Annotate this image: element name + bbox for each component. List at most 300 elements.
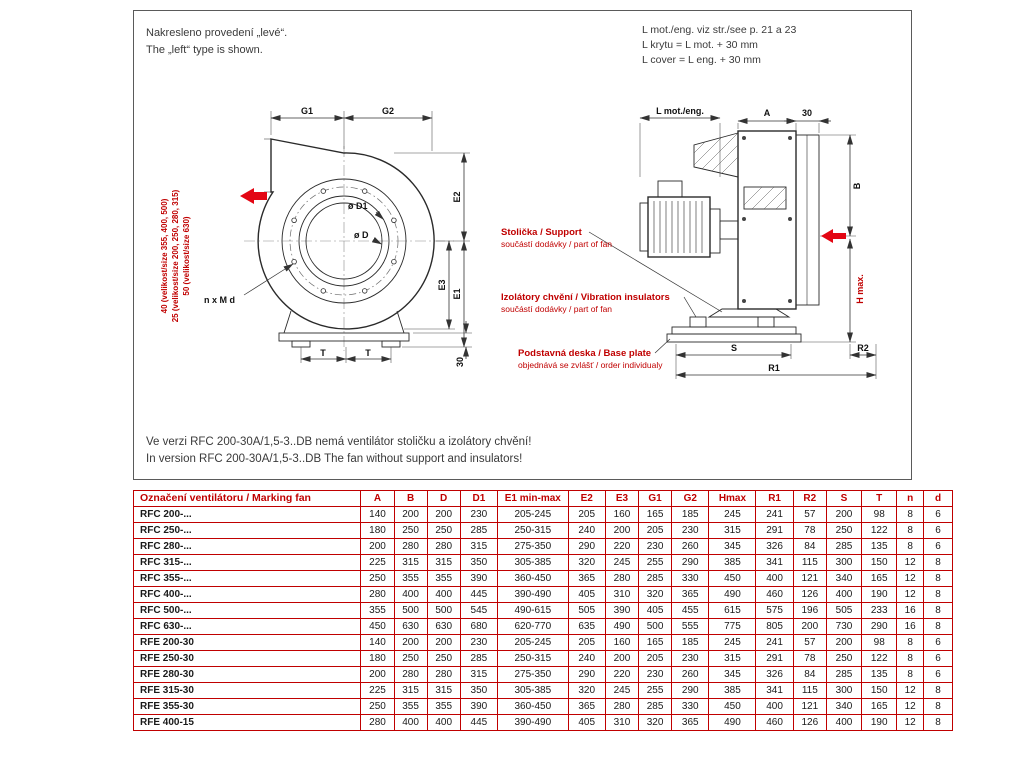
table-row <box>134 619 953 635</box>
dimension-value: 260 <box>672 667 709 683</box>
fan-model-label: RFE 200-30 <box>134 635 361 651</box>
dimension-value: 280 <box>361 587 394 603</box>
center-lines <box>244 146 454 351</box>
dimension-value: 326 <box>756 667 793 683</box>
base-plate-top <box>672 327 796 334</box>
dimension-value: 200 <box>394 635 427 651</box>
motor-shaft <box>720 221 738 239</box>
inlet-cover <box>796 135 819 305</box>
dimension-value: 250 <box>394 651 427 667</box>
dimension-value: 310 <box>605 715 638 731</box>
dimension-value: 505 <box>568 603 605 619</box>
fan-front-view <box>160 106 472 367</box>
dimension-value: 241 <box>756 635 793 651</box>
dimension-value: 365 <box>568 571 605 587</box>
version-warning-cz: Ve verzi RFC 200-30A/1,5-3..DB nemá ventilátor stoličku a izolátory chvění! <box>146 436 532 448</box>
dimension-value: 405 <box>568 587 605 603</box>
dimension-value: 365 <box>568 699 605 715</box>
dimension-value: 8 <box>897 635 924 651</box>
dim-e3: E3 <box>437 279 447 291</box>
dimension-value: 12 <box>897 683 924 699</box>
dimension-value: 200 <box>394 507 427 523</box>
column-header-a: A <box>361 491 394 507</box>
dimension-value: 490 <box>709 715 756 731</box>
dimension-value: 240 <box>568 523 605 539</box>
dimension-value: 630 <box>394 619 427 635</box>
dimension-value: 355 <box>394 571 427 587</box>
dimension-value: 200 <box>427 507 460 523</box>
side-annotations <box>501 227 722 370</box>
dimension-value: 220 <box>605 539 638 555</box>
dimension-value: 355 <box>394 699 427 715</box>
table-row <box>134 651 953 667</box>
fan-model-label: RFC 400-... <box>134 587 361 603</box>
size-note-25: 25 (velikost/size 200, 250, 280, 315) <box>171 189 180 323</box>
size-notes <box>160 189 191 322</box>
dimension-value: 200 <box>427 635 460 651</box>
dimension-value: 280 <box>394 539 427 555</box>
dimension-value: 115 <box>793 683 826 699</box>
table-row <box>134 523 953 539</box>
dimension-value: 635 <box>568 619 605 635</box>
motor-mount-plate <box>744 187 786 209</box>
dimension-value: 250 <box>427 523 460 539</box>
dimension-value: 285 <box>639 699 672 715</box>
dim-a: A <box>763 108 771 118</box>
airflow-arrow-side <box>821 229 846 243</box>
dimension-value: 233 <box>862 603 897 619</box>
volute-housing <box>258 139 434 329</box>
column-header-d: D <box>427 491 460 507</box>
dimension-value: 341 <box>756 683 793 699</box>
dimension-value: 615 <box>709 603 756 619</box>
dimension-value: 450 <box>709 699 756 715</box>
column-header-g2: G2 <box>672 491 709 507</box>
dimension-value: 115 <box>793 555 826 571</box>
dimension-value: 57 <box>793 635 826 651</box>
dimension-value: 185 <box>672 507 709 523</box>
dimension-value: 180 <box>361 523 394 539</box>
dimension-value: 78 <box>793 523 826 539</box>
column-header-d1: D1 <box>460 491 497 507</box>
bolt-pattern-leader <box>244 264 293 295</box>
dim-g2: G2 <box>381 106 395 116</box>
dimension-value: 8 <box>897 539 924 555</box>
dim-g1: G1 <box>300 106 314 116</box>
dimension-value: 6 <box>924 507 953 523</box>
dimension-value: 280 <box>605 699 638 715</box>
dimension-value: 8 <box>924 571 953 587</box>
dimension-value: 400 <box>394 587 427 603</box>
dimension-value: 505 <box>826 603 861 619</box>
dimension-value: 450 <box>361 619 394 635</box>
dimension-value: 205 <box>639 651 672 667</box>
base-plate-bottom <box>667 334 801 342</box>
column-header-r1: R1 <box>756 491 793 507</box>
dimension-value: 205 <box>639 523 672 539</box>
dimension-value: 340 <box>826 699 861 715</box>
note-drawn-type <box>146 25 287 59</box>
dimension-value: 250 <box>361 699 394 715</box>
fan-model-label: RFE 280-30 <box>134 667 361 683</box>
dimension-value: 200 <box>361 539 394 555</box>
table-row <box>134 539 953 555</box>
dimension-value: 280 <box>427 667 460 683</box>
marking-fan-header: Označení ventilátoru / Marking fan <box>134 491 361 507</box>
dimension-value: 400 <box>756 571 793 587</box>
dimension-value: 360-450 <box>498 699 568 715</box>
table-row <box>134 667 953 683</box>
fan-model-label: RFE 355-30 <box>134 699 361 715</box>
dimension-value: 165 <box>639 507 672 523</box>
side-dimensions <box>640 106 876 379</box>
dimension-value: 315 <box>709 651 756 667</box>
drawing-panel <box>133 10 912 480</box>
note-drawn-type-cz: Nakresleno provedení „levé“. <box>146 27 288 39</box>
dimension-value: 400 <box>427 587 460 603</box>
dimension-value: 320 <box>568 683 605 699</box>
dimension-value: 245 <box>709 507 756 523</box>
size-note-40: 40 (velikost/size 355, 400, 500) <box>160 198 169 314</box>
dimension-value: 400 <box>826 715 861 731</box>
dimension-value: 98 <box>862 507 897 523</box>
housing-side <box>738 131 796 309</box>
dimension-value: 500 <box>639 619 672 635</box>
dimension-value: 490 <box>709 587 756 603</box>
note-drawn-type-en: The „left“ type is shown. <box>146 44 263 56</box>
dimension-value: 6 <box>924 635 953 651</box>
dimension-value: 405 <box>639 603 672 619</box>
motor-fan-cover <box>640 203 648 251</box>
dimension-value: 280 <box>361 715 394 731</box>
base-plate-annotation-title: Podstavná deska / Base plate <box>518 348 652 359</box>
dim-t-left: T <box>320 348 326 358</box>
column-header-e2: E2 <box>568 491 605 507</box>
dimension-value: 400 <box>394 715 427 731</box>
diameter-d1-label: ø D1 <box>348 201 368 211</box>
table-row <box>134 555 953 571</box>
dimension-value: 490-615 <box>498 603 568 619</box>
dimension-value: 78 <box>793 651 826 667</box>
table-row <box>134 699 953 715</box>
dimension-value: 200 <box>605 523 638 539</box>
dimension-value: 545 <box>460 603 497 619</box>
dimension-value: 8 <box>924 699 953 715</box>
dimension-value: 200 <box>793 619 826 635</box>
dimension-value: 300 <box>826 555 861 571</box>
dimension-value: 200 <box>826 507 861 523</box>
dimension-value: 12 <box>897 555 924 571</box>
dimension-value: 122 <box>862 523 897 539</box>
dimension-value: 320 <box>639 715 672 731</box>
dimension-value: 400 <box>427 715 460 731</box>
table-row <box>134 635 953 651</box>
dimension-value: 230 <box>672 523 709 539</box>
dimension-value: 390 <box>460 699 497 715</box>
dimension-value: 315 <box>427 555 460 571</box>
dimension-value: 460 <box>756 715 793 731</box>
column-header-t: T <box>862 491 897 507</box>
dimension-value: 140 <box>361 507 394 523</box>
insulators-annotation-subtitle: součástí dodávky / part of fan <box>501 304 613 314</box>
dimension-value: 405 <box>568 715 605 731</box>
dimension-value: 350 <box>460 555 497 571</box>
dimension-value: 290 <box>672 683 709 699</box>
bolt-pattern-label: n x M d <box>204 295 235 305</box>
dimension-value: 285 <box>460 651 497 667</box>
dimension-value: 8 <box>924 587 953 603</box>
dimension-value: 360-450 <box>498 571 568 587</box>
dimension-value: 121 <box>793 699 826 715</box>
note-motor-ref: L mot./eng. viz str./see p. 21 a 23 <box>642 24 797 36</box>
dimension-value: 385 <box>709 555 756 571</box>
dimension-value: 205 <box>568 635 605 651</box>
dimension-value: 185 <box>672 635 709 651</box>
dimension-value: 220 <box>605 667 638 683</box>
dimension-value: 260 <box>672 539 709 555</box>
cone-hatch <box>690 121 754 181</box>
dim-motor-length: L mot./eng. <box>656 106 704 116</box>
dimension-value: 135 <box>862 539 897 555</box>
motor-body <box>648 197 710 257</box>
dimension-value: 730 <box>826 619 861 635</box>
dimension-value: 205 <box>568 507 605 523</box>
note-cover-cz: L krytu = L mot. + 30 mm <box>642 39 758 51</box>
dimension-value: 500 <box>394 603 427 619</box>
dimension-value: 205-245 <box>498 507 568 523</box>
dimension-value: 12 <box>897 587 924 603</box>
table-row <box>134 571 953 587</box>
table-row <box>134 715 953 731</box>
dimension-value: 275-350 <box>498 667 568 683</box>
insulators-leader <box>684 297 696 317</box>
dimension-value: 12 <box>897 715 924 731</box>
dimension-value: 290 <box>672 555 709 571</box>
insulators-annotation-title: Izolátory chvění / Vibration insulators <box>501 292 670 303</box>
foot-right <box>382 341 400 347</box>
fan-model-label: RFC 355-... <box>134 571 361 587</box>
dimension-value: 245 <box>605 683 638 699</box>
dimension-value: 400 <box>756 699 793 715</box>
dimension-value: 340 <box>826 571 861 587</box>
dimension-value: 290 <box>568 539 605 555</box>
dimension-value: 390 <box>460 571 497 587</box>
dimension-value: 460 <box>756 587 793 603</box>
dimension-value: 126 <box>793 587 826 603</box>
dimension-value: 390-490 <box>498 715 568 731</box>
fan-table-body <box>134 507 953 731</box>
dimension-value: 150 <box>862 555 897 571</box>
note-motor-length <box>642 23 796 68</box>
fan-model-label: RFC 280-... <box>134 539 361 555</box>
dimension-value: 285 <box>826 539 861 555</box>
dimension-value: 8 <box>924 683 953 699</box>
dimension-value: 8 <box>897 523 924 539</box>
dimension-value: 315 <box>709 523 756 539</box>
dimension-value: 330 <box>672 571 709 587</box>
dimension-value: 241 <box>756 507 793 523</box>
dimension-value: 326 <box>756 539 793 555</box>
airflow-arrow-front <box>240 188 267 204</box>
dimension-value: 230 <box>460 635 497 651</box>
dim-hmax: H max. <box>855 274 865 304</box>
dimension-value: 196 <box>793 603 826 619</box>
dimension-value: 275-350 <box>498 539 568 555</box>
table-row <box>134 507 953 523</box>
dimension-value: 310 <box>605 587 638 603</box>
dimension-value: 165 <box>862 571 897 587</box>
dimension-value: 315 <box>427 683 460 699</box>
version-warning <box>146 434 531 468</box>
dimension-value: 12 <box>897 571 924 587</box>
dimension-value: 365 <box>672 587 709 603</box>
dimension-value: 84 <box>793 539 826 555</box>
dimension-value: 555 <box>672 619 709 635</box>
dimension-value: 315 <box>460 667 497 683</box>
dimension-value: 84 <box>793 667 826 683</box>
dimension-value: 320 <box>639 587 672 603</box>
dimension-value: 255 <box>639 555 672 571</box>
dimension-value: 200 <box>605 651 638 667</box>
dim-e1: E1 <box>452 288 462 300</box>
dimension-value: 365 <box>672 715 709 731</box>
size-note-50: 50 (velikost/size 630) <box>182 216 191 296</box>
dimension-value: 250 <box>826 651 861 667</box>
dim-r2: R2 <box>857 343 869 353</box>
support-stand <box>709 309 789 317</box>
dimension-value: 126 <box>793 715 826 731</box>
dimension-value: 98 <box>862 635 897 651</box>
dimension-value: 280 <box>427 539 460 555</box>
dimension-value: 200 <box>361 667 394 683</box>
technical-drawings <box>134 11 913 481</box>
dimension-value: 345 <box>709 667 756 683</box>
dimension-value: 16 <box>897 603 924 619</box>
dimension-value: 300 <box>826 683 861 699</box>
table-header-row <box>134 491 953 507</box>
dimension-value: 330 <box>672 699 709 715</box>
column-header-e1-min-max: E1 min-max <box>498 491 568 507</box>
dimension-value: 290 <box>568 667 605 683</box>
support-annotation-title: Stolička / Support <box>501 227 582 238</box>
dimension-value: 6 <box>924 539 953 555</box>
dimension-value: 680 <box>460 619 497 635</box>
dimension-value: 16 <box>897 619 924 635</box>
table-row <box>134 603 953 619</box>
base-plate-leader <box>655 339 670 353</box>
dimension-value: 230 <box>460 507 497 523</box>
dimension-value: 445 <box>460 715 497 731</box>
dimension-value: 160 <box>605 507 638 523</box>
column-header-r2: R2 <box>793 491 826 507</box>
dimension-value: 8 <box>924 603 953 619</box>
dimension-value: 57 <box>793 507 826 523</box>
fan-model-label: RFE 315-30 <box>134 683 361 699</box>
dimension-value: 775 <box>709 619 756 635</box>
dimension-value: 122 <box>862 651 897 667</box>
dimension-value: 250 <box>361 571 394 587</box>
dim-30: 30 <box>801 108 813 118</box>
dimension-value: 165 <box>639 635 672 651</box>
dimension-value: 205-245 <box>498 635 568 651</box>
dimension-value: 230 <box>639 667 672 683</box>
dimension-value: 285 <box>826 667 861 683</box>
dimension-value: 450 <box>709 571 756 587</box>
dimension-value: 315 <box>394 683 427 699</box>
dimension-value: 135 <box>862 667 897 683</box>
dimension-value: 8 <box>897 507 924 523</box>
dimension-value: 250 <box>427 651 460 667</box>
dimension-value: 280 <box>394 667 427 683</box>
fan-model-label: RFC 500-... <box>134 603 361 619</box>
dimension-value: 305-385 <box>498 555 568 571</box>
fan-model-label: RFC 250-... <box>134 523 361 539</box>
dimension-value: 8 <box>897 667 924 683</box>
column-header-d: d <box>924 491 953 507</box>
dimension-value: 291 <box>756 651 793 667</box>
dim-b: B <box>852 182 862 190</box>
dimension-value: 8 <box>924 555 953 571</box>
housing-screws <box>742 136 792 303</box>
dimension-value: 230 <box>639 539 672 555</box>
support-annotation-subtitle: součástí dodávky / part of fan <box>501 239 613 249</box>
dimension-value: 320 <box>568 555 605 571</box>
dimension-value: 355 <box>361 603 394 619</box>
dimension-value: 6 <box>924 523 953 539</box>
dim-s: S <box>730 343 738 353</box>
dimension-value: 250-315 <box>498 651 568 667</box>
column-header-n: n <box>897 491 924 507</box>
vibration-insulator-right <box>758 317 774 327</box>
dim-base-height: 30 <box>455 356 465 368</box>
motor-fins <box>654 201 702 253</box>
base-plate-annotation-subtitle: objednává se zvlášť / order individualy <box>518 360 663 370</box>
fan-model-label: RFC 200-... <box>134 507 361 523</box>
dimension-value: 350 <box>460 683 497 699</box>
table-row <box>134 587 953 603</box>
table-row <box>134 683 953 699</box>
mount-hatch <box>738 185 800 211</box>
vibration-insulator-left <box>690 317 706 327</box>
dimension-value: 6 <box>924 651 953 667</box>
dimension-value: 225 <box>361 555 394 571</box>
fan-model-label: RFC 315-... <box>134 555 361 571</box>
dimension-value: 12 <box>897 699 924 715</box>
dimension-value: 6 <box>924 667 953 683</box>
dimension-value: 250-315 <box>498 523 568 539</box>
column-header-g1: G1 <box>639 491 672 507</box>
motor-flange <box>710 209 720 253</box>
outlet-flange-ticks <box>264 139 271 192</box>
dimension-value: 240 <box>568 651 605 667</box>
dimension-value: 160 <box>605 635 638 651</box>
dimension-value: 290 <box>862 619 897 635</box>
dimension-value: 140 <box>361 635 394 651</box>
dimension-value: 315 <box>394 555 427 571</box>
dimension-value: 225 <box>361 683 394 699</box>
dimension-value: 500 <box>427 603 460 619</box>
dimension-value: 285 <box>639 571 672 587</box>
dimension-value: 390-490 <box>498 587 568 603</box>
column-header-e3: E3 <box>605 491 638 507</box>
dimension-value: 341 <box>756 555 793 571</box>
dimension-value: 255 <box>639 683 672 699</box>
column-header-b: B <box>394 491 427 507</box>
dimension-value: 355 <box>427 571 460 587</box>
dimension-value: 400 <box>826 587 861 603</box>
dimension-value: 355 <box>427 699 460 715</box>
dimension-value: 280 <box>605 571 638 587</box>
